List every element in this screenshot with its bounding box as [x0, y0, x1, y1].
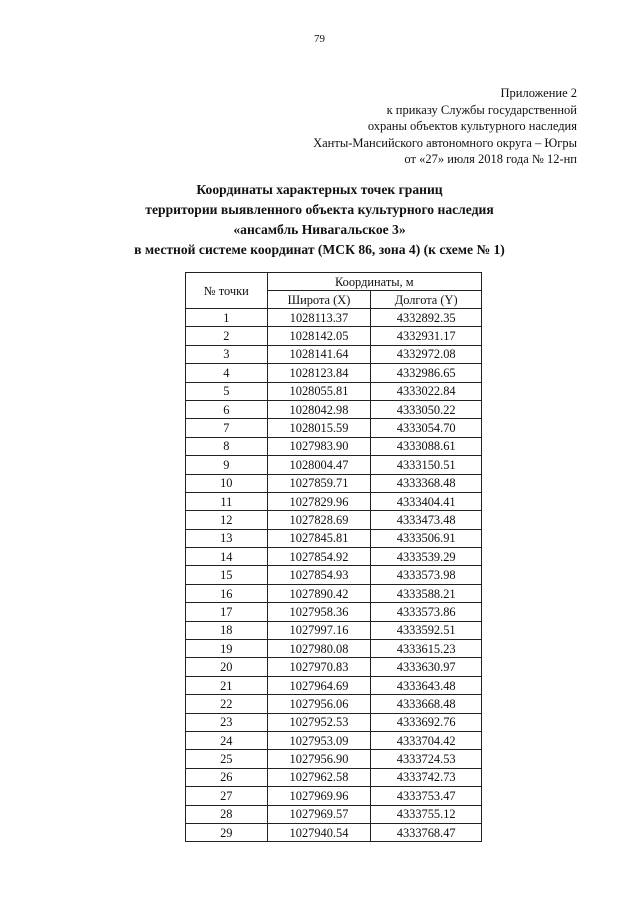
table-row — [186, 584, 482, 602]
cell-longitude: 4333768.47 — [371, 823, 482, 841]
table-row — [186, 640, 482, 658]
cell-point-number: 21 — [186, 676, 268, 694]
cell-longitude: 4332892.35 — [371, 309, 482, 327]
cell-latitude: 1027940.54 — [267, 823, 371, 841]
cell-latitude: 1027969.57 — [267, 805, 371, 823]
table-row — [186, 437, 482, 455]
cell-longitude: 4333539.29 — [371, 548, 482, 566]
cell-point-number: 27 — [186, 787, 268, 805]
title-line: Координаты характерных точек границ — [196, 182, 443, 197]
cell-longitude: 4333753.47 — [371, 787, 482, 805]
appendix-block — [313, 85, 577, 168]
table-body — [186, 309, 482, 842]
cell-latitude: 1027980.08 — [267, 640, 371, 658]
cell-point-number: 14 — [186, 548, 268, 566]
cell-point-number: 25 — [186, 750, 268, 768]
cell-latitude: 1028055.81 — [267, 382, 371, 400]
table-row — [186, 676, 482, 694]
cell-point-number: 9 — [186, 456, 268, 474]
cell-longitude: 4333022.84 — [371, 382, 482, 400]
cell-point-number: 28 — [186, 805, 268, 823]
cell-point-number: 13 — [186, 529, 268, 547]
cell-point-number: 2 — [186, 327, 268, 345]
table-row — [186, 805, 482, 823]
table-row — [186, 787, 482, 805]
table-row — [186, 603, 482, 621]
cell-point-number: 8 — [186, 437, 268, 455]
table-row — [186, 456, 482, 474]
table-row — [186, 750, 482, 768]
table-row — [186, 400, 482, 418]
appendix-line: Ханты-Мансийского автономного округа – Югры — [313, 135, 577, 150]
cell-longitude: 4333742.73 — [371, 768, 482, 786]
cell-longitude: 4333368.48 — [371, 474, 482, 492]
cell-point-number: 3 — [186, 345, 268, 363]
title-line: «ансамбль Нивагальское 3» — [233, 222, 406, 237]
cell-longitude: 4333724.53 — [371, 750, 482, 768]
table-row — [186, 768, 482, 786]
cell-longitude: 4333054.70 — [371, 419, 482, 437]
cell-point-number: 4 — [186, 364, 268, 382]
cell-latitude: 1027962.58 — [267, 768, 371, 786]
table-row — [186, 529, 482, 547]
cell-longitude: 4333588.21 — [371, 584, 482, 602]
header-latitude: Широта (X) — [267, 291, 371, 309]
cell-longitude: 4333692.76 — [371, 713, 482, 731]
cell-longitude: 4333088.61 — [371, 437, 482, 455]
table-row — [186, 364, 482, 382]
cell-point-number: 29 — [186, 823, 268, 841]
header-longitude: Долгота (Y) — [371, 291, 482, 309]
document-title — [0, 180, 639, 260]
cell-longitude: 4333668.48 — [371, 695, 482, 713]
cell-longitude: 4333473.48 — [371, 511, 482, 529]
cell-point-number: 19 — [186, 640, 268, 658]
cell-longitude: 4333150.51 — [371, 456, 482, 474]
cell-latitude: 1028142.05 — [267, 327, 371, 345]
cell-latitude: 1027969.96 — [267, 787, 371, 805]
table-row — [186, 382, 482, 400]
cell-latitude: 1027958.36 — [267, 603, 371, 621]
cell-latitude: 1027952.53 — [267, 713, 371, 731]
cell-point-number: 10 — [186, 474, 268, 492]
table-row — [186, 474, 482, 492]
title-line: территории выявленного объекта культурного наследия — [145, 202, 494, 217]
table-row — [186, 566, 482, 584]
appendix-line: к приказу Службы государственной — [386, 102, 577, 117]
cell-longitude: 4332986.65 — [371, 364, 482, 382]
cell-point-number: 23 — [186, 713, 268, 731]
page-number: 79 — [314, 33, 325, 45]
cell-longitude: 4333643.48 — [371, 676, 482, 694]
table-header-row — [186, 273, 482, 291]
appendix-line: Приложение 2 — [500, 86, 577, 100]
cell-point-number: 24 — [186, 731, 268, 749]
cell-longitude: 4333050.22 — [371, 400, 482, 418]
cell-point-number: 26 — [186, 768, 268, 786]
title-line: в местной системе координат (МСК 86, зона 4) (к схеме № 1) — [134, 242, 505, 257]
cell-latitude: 1027956.90 — [267, 750, 371, 768]
cell-latitude: 1027890.42 — [267, 584, 371, 602]
cell-point-number: 22 — [186, 695, 268, 713]
cell-longitude: 4333592.51 — [371, 621, 482, 639]
cell-longitude: 4333506.91 — [371, 529, 482, 547]
cell-latitude: 1028123.84 — [267, 364, 371, 382]
cell-point-number: 5 — [186, 382, 268, 400]
table-row — [186, 327, 482, 345]
cell-latitude: 1027829.96 — [267, 492, 371, 510]
cell-point-number: 20 — [186, 658, 268, 676]
cell-point-number: 17 — [186, 603, 268, 621]
cell-latitude: 1027970.83 — [267, 658, 371, 676]
table-row — [186, 731, 482, 749]
table-row — [186, 511, 482, 529]
cell-point-number: 1 — [186, 309, 268, 327]
header-coordinates: Координаты, м — [267, 273, 481, 291]
cell-longitude: 4333573.86 — [371, 603, 482, 621]
cell-latitude: 1028004.47 — [267, 456, 371, 474]
cell-latitude: 1027828.69 — [267, 511, 371, 529]
header-point-number: № точки — [186, 273, 268, 309]
cell-latitude: 1027859.71 — [267, 474, 371, 492]
table-row — [186, 345, 482, 363]
cell-longitude: 4333573.98 — [371, 566, 482, 584]
cell-latitude: 1027997.16 — [267, 621, 371, 639]
table-row — [186, 621, 482, 639]
cell-point-number: 7 — [186, 419, 268, 437]
table-row — [186, 823, 482, 841]
cell-point-number: 12 — [186, 511, 268, 529]
table-row — [186, 548, 482, 566]
cell-longitude: 4333615.23 — [371, 640, 482, 658]
table-row — [186, 309, 482, 327]
cell-longitude: 4332972.08 — [371, 345, 482, 363]
cell-point-number: 11 — [186, 492, 268, 510]
cell-latitude: 1027845.81 — [267, 529, 371, 547]
table-row — [186, 492, 482, 510]
cell-longitude: 4333755.12 — [371, 805, 482, 823]
table-row — [186, 695, 482, 713]
cell-longitude: 4333630.97 — [371, 658, 482, 676]
cell-point-number: 15 — [186, 566, 268, 584]
cell-point-number: 16 — [186, 584, 268, 602]
cell-point-number: 18 — [186, 621, 268, 639]
cell-latitude: 1028141.64 — [267, 345, 371, 363]
table-row — [186, 419, 482, 437]
cell-latitude: 1028015.59 — [267, 419, 371, 437]
cell-longitude: 4333704.42 — [371, 731, 482, 749]
cell-latitude: 1028113.37 — [267, 309, 371, 327]
cell-latitude: 1027964.69 — [267, 676, 371, 694]
cell-latitude: 1027854.92 — [267, 548, 371, 566]
cell-latitude: 1028042.98 — [267, 400, 371, 418]
cell-latitude: 1027854.93 — [267, 566, 371, 584]
cell-point-number: 6 — [186, 400, 268, 418]
cell-longitude: 4332931.17 — [371, 327, 482, 345]
coordinates-table — [185, 272, 482, 842]
table-row — [186, 713, 482, 731]
cell-latitude: 1027953.09 — [267, 731, 371, 749]
cell-latitude: 1027983.90 — [267, 437, 371, 455]
cell-longitude: 4333404.41 — [371, 492, 482, 510]
table-row — [186, 658, 482, 676]
appendix-line: от «27» июля 2018 года № 12-нп — [404, 152, 577, 166]
appendix-line: охраны объектов культурного наследия — [367, 119, 577, 133]
cell-latitude: 1027956.06 — [267, 695, 371, 713]
